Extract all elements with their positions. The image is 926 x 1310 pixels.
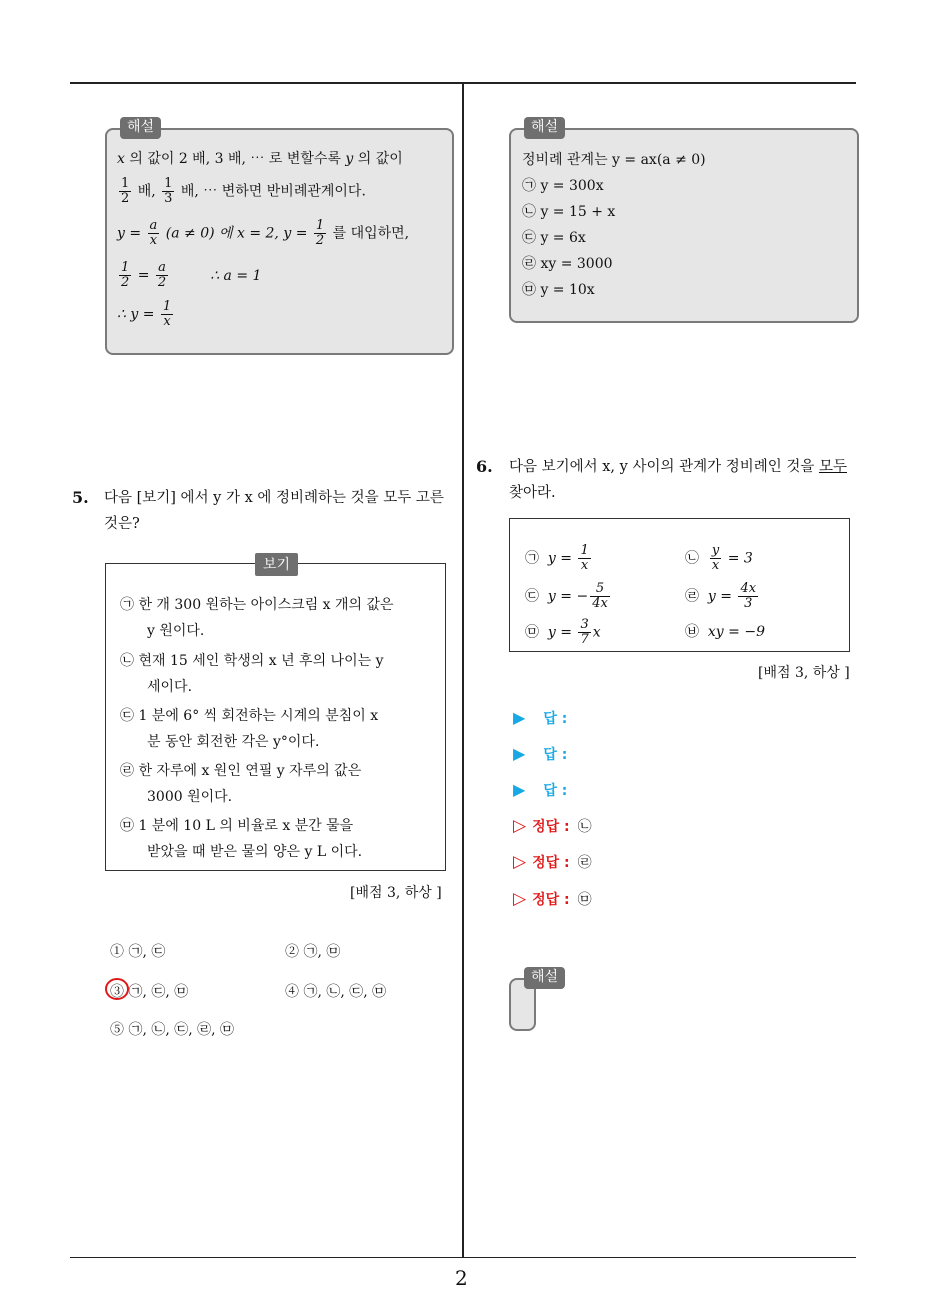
bogi-item: ㉠ 한 개 300 원하는 아이스크림 x 개의 값은 y 원이다. xyxy=(120,597,394,639)
option-b: ㉡ $\frac{y}{x}$ = 3 xyxy=(685,543,753,573)
fraction: $\frac{4x}{3}$ xyxy=(740,581,757,611)
answer-row[interactable]: ▶ 답 : xyxy=(513,780,568,799)
fraction: $\frac{3}{7}$ xyxy=(580,617,589,647)
right-solution-line: ㉣ xy = 3000 xyxy=(522,256,613,272)
correct-answer-row: ▷ 정답 : ㉤ xyxy=(513,889,592,909)
answer-row[interactable]: ▶ 답 : xyxy=(513,708,568,727)
question-6-score: [배점 3, 하상 ] xyxy=(758,665,850,681)
left-solution-line-2: $\frac{1}{2}$ 배, $\frac{1}{3}$ 배, ⋯ 변하면 반비례관계이다. xyxy=(121,176,366,206)
left-solution-line-4: $\frac{1}{2}$ = $\frac{a}{2}$ ∴ a = 1 xyxy=(121,260,262,290)
bogi-label: 보기 xyxy=(255,553,298,576)
answer-row[interactable]: ▶ 답 : xyxy=(513,744,568,763)
fraction: $\frac{a}{2}$ xyxy=(157,260,167,290)
choice-2[interactable]: ② ㉠, ㉤ xyxy=(285,944,341,960)
bogi-item: ㉤ 1 분에 10 L 의 비율로 x 분간 물을 받았을 때 받은 물의 양은 y L 이다. xyxy=(120,818,363,860)
fraction: $\frac{5}{4x}$ xyxy=(592,581,608,611)
fraction: $\frac{a}{x}$ xyxy=(149,218,158,248)
choice-5[interactable]: ⑤ ㉠, ㉡, ㉢, ㉣, ㉤ xyxy=(110,1022,235,1038)
option-e: ㉤ y = $\frac{3}{7}$ x xyxy=(525,617,601,647)
bogi-item: ㉡ 현재 15 세인 학생의 x 년 후의 나이는 y 세이다. xyxy=(120,653,384,695)
fraction: $\frac{1}{x}$ xyxy=(162,299,172,329)
play-triangle-icon: ▶ xyxy=(513,744,526,763)
left-solution-tag: 해설 xyxy=(120,117,161,139)
option-c: ㉢ y = − $\frac{5}{4x}$ xyxy=(525,581,608,611)
right-solution-line: ㉤ y = 10x xyxy=(522,282,595,298)
fraction: $\frac{y}{x}$ xyxy=(711,543,720,573)
option-a: ㉠ y = $\frac{1}{x}$ xyxy=(525,543,589,573)
outline-triangle-icon: ▷ xyxy=(513,889,527,909)
play-triangle-icon: ▶ xyxy=(513,780,526,799)
correct-answer-row: ▷ 정답 : ㉣ xyxy=(513,852,592,872)
fraction: $\frac{1}{2}$ xyxy=(121,260,130,290)
correct-answer-row: ▷ 정답 : ㉡ xyxy=(513,816,592,836)
fraction: $\frac{1}{3}$ xyxy=(164,176,173,206)
column-divider xyxy=(462,84,464,1258)
fraction: $\frac{1}{x}$ xyxy=(580,543,589,573)
question-5-text: 다음 [보기] 에서 y 가 x 에 정비례하는 것을 모두 고른 것은? xyxy=(104,490,444,532)
question-6-text: 다음 보기에서 x, y 사이의 관계가 정비례인 것을 모두 찾아라. xyxy=(509,459,847,501)
fraction: $\frac{1}{2}$ xyxy=(121,176,130,206)
question-6-number: 6. xyxy=(476,457,493,476)
option-d: ㉣ y = $\frac{4x}{3}$ xyxy=(685,581,757,611)
right-solution-line: ㉠ y = 300x xyxy=(522,178,604,194)
bogi-item: ㉢ 1 분에 6° 씩 회전하는 시계의 분침이 x 분 동안 회전한 각은 y°이다. xyxy=(120,708,379,750)
right-solution-tag: 해설 xyxy=(524,117,565,139)
question-6-solution-tag: 해설 xyxy=(524,967,565,989)
choice-1[interactable]: ① ㉠, ㉢ xyxy=(110,944,166,960)
right-solution-line: ㉢ y = 6x xyxy=(522,230,586,246)
bottom-rule xyxy=(70,1257,856,1258)
fraction: $\frac{1}{2}$ xyxy=(315,218,325,248)
bogi-item: ㉣ 한 자루에 x 원인 연필 y 자루의 값은 3000 원이다. xyxy=(120,763,362,805)
left-solution-line-5: ∴ y = $\frac{1}{x}$ xyxy=(117,299,172,329)
right-solution-line: ㉡ y = 15 + x xyxy=(522,204,616,220)
question-5-score: [배점 3, 하상 ] xyxy=(350,885,442,901)
choice-4[interactable]: ④ ㉠, ㉡, ㉢, ㉤ xyxy=(285,984,387,1000)
left-solution-line-3: y = $\frac{a}{x}$ (a ≠ 0) 에 x = 2, y = $\frac{1}{2}$ 를 대입하면, xyxy=(117,218,410,248)
outline-triangle-icon: ▷ xyxy=(513,852,527,872)
option-f: ㉥ xy = −9 xyxy=(685,624,765,640)
question-5-number: 5. xyxy=(72,488,89,507)
outline-triangle-icon: ▷ xyxy=(513,816,527,836)
left-solution-line-1: x 의 값이 2 배, 3 배, ⋯ 로 변할수록 y 의 값이 xyxy=(117,151,403,167)
choice-3[interactable]: ③ ㉠, ㉢, ㉤ xyxy=(110,984,189,1000)
right-solution-line: 정비례 관계는 y = ax(a ≠ 0) xyxy=(522,152,706,168)
selected-answer-circle-mark xyxy=(103,976,131,1002)
play-triangle-icon: ▶ xyxy=(513,708,526,727)
page-number: 2 xyxy=(455,1266,468,1290)
